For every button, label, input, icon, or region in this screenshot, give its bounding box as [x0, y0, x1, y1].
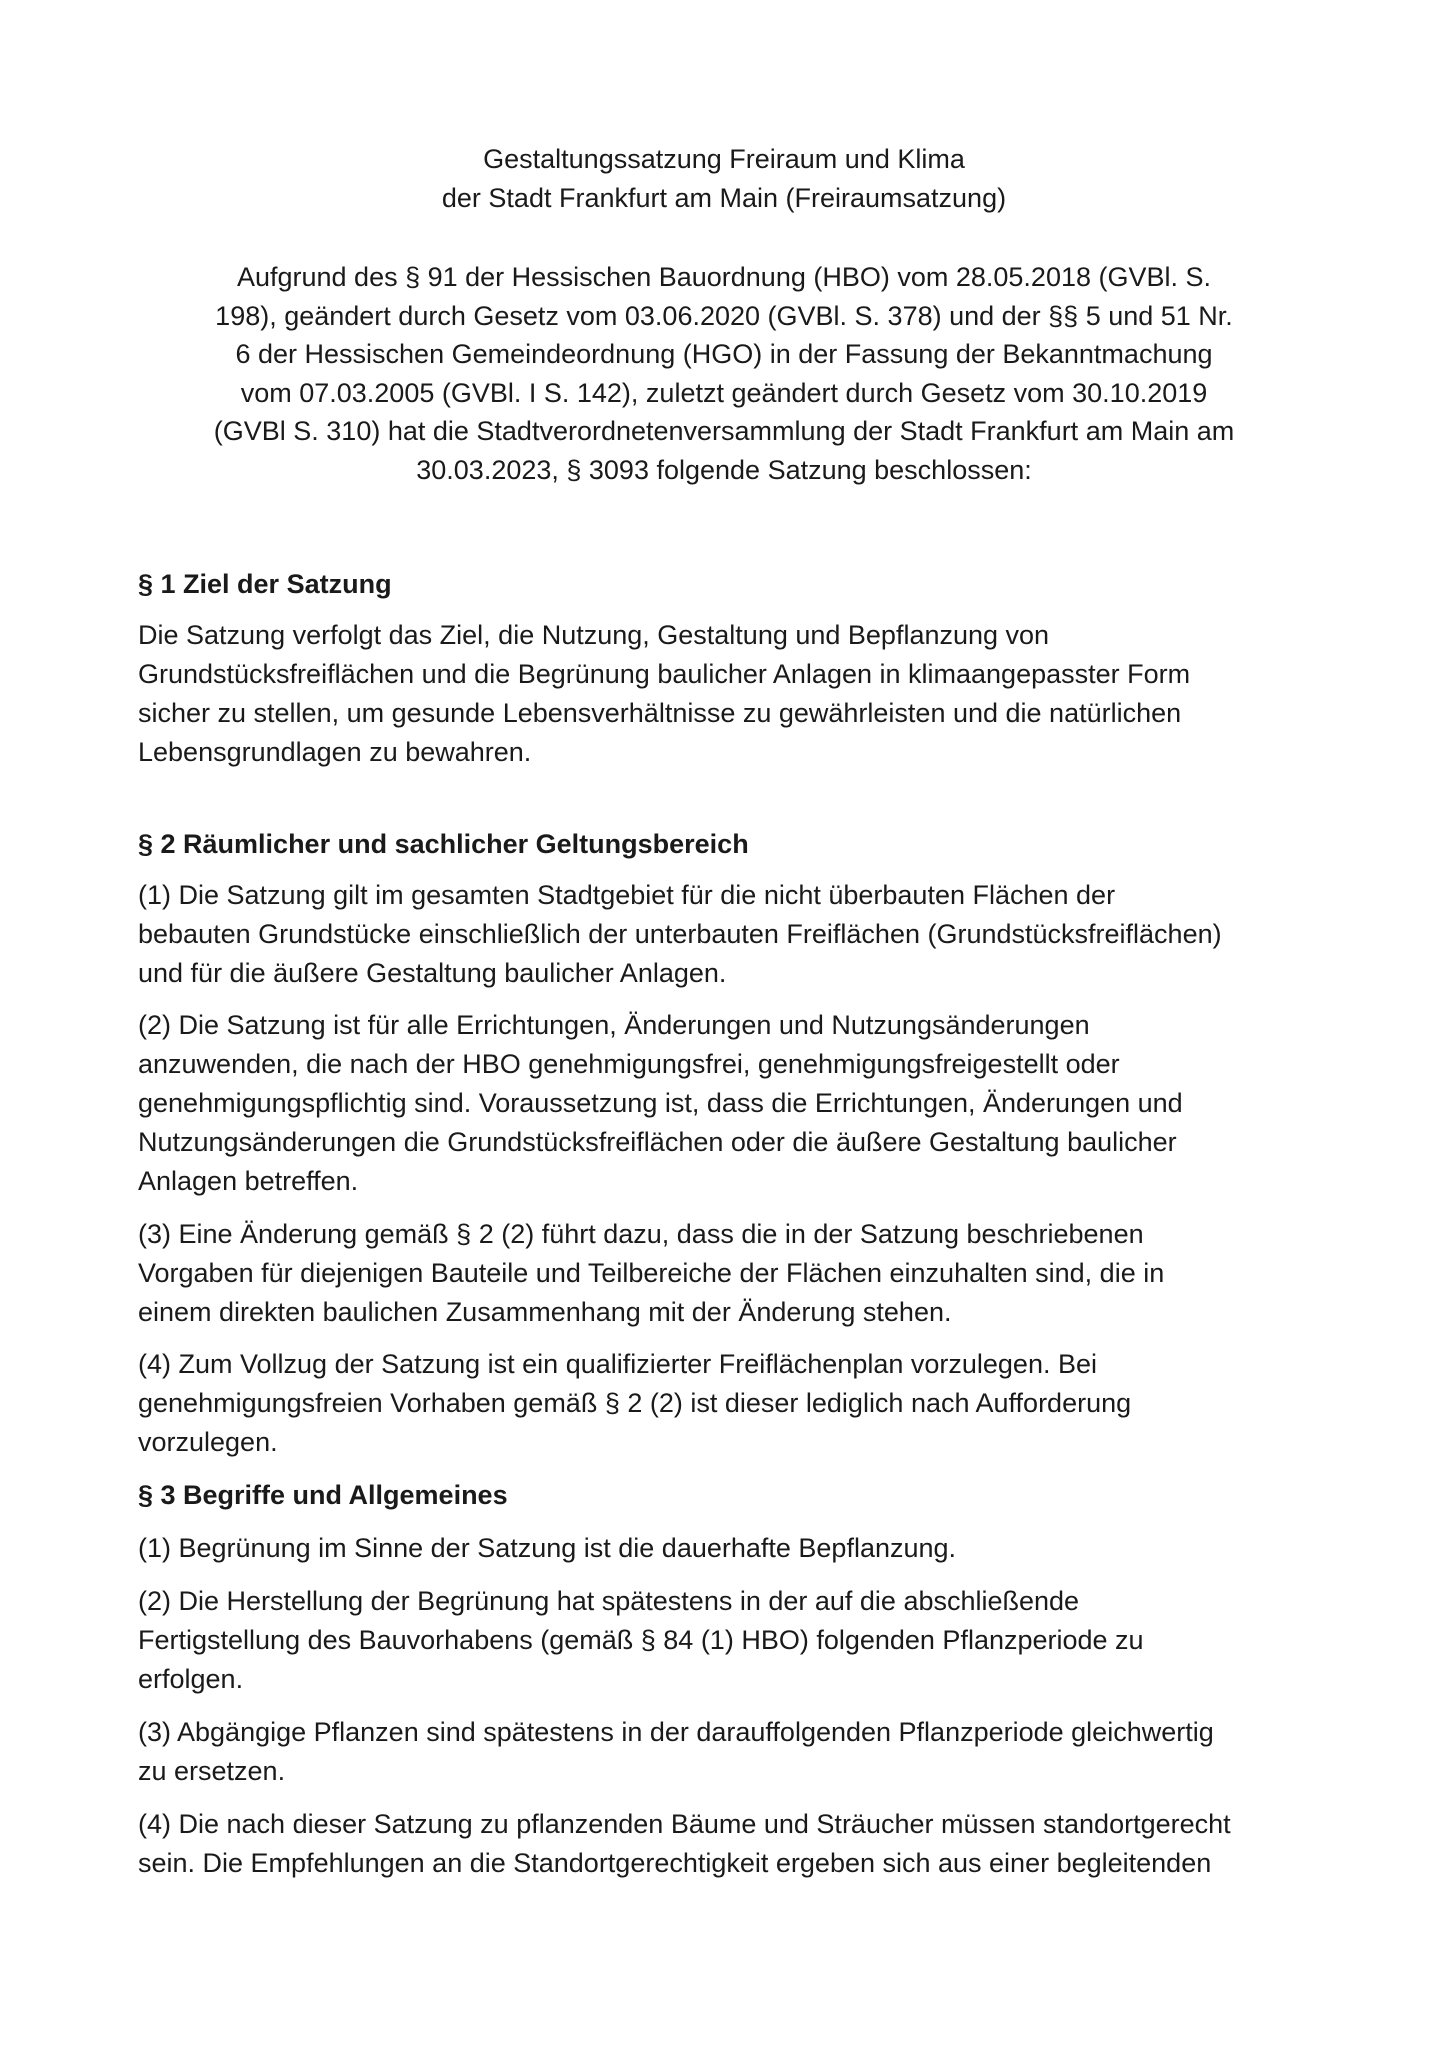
text-line: Lebensgrundlagen zu bewahren.	[138, 737, 532, 767]
text-line: Anlagen betreffen.	[138, 1166, 359, 1196]
text-line: genehmigungsfreien Vorhaben gemäß § 2 (2) ist dieser lediglich nach Aufforderung	[138, 1388, 1132, 1418]
text-line: (3) Abgängige Pflanzen sind spätestens in der darauffolgenden Pflanzperiode gleichwertig	[138, 1717, 1214, 1747]
text-line: (1) Begrünung im Sinne der Satzung ist die dauerhafte Bepflanzung.	[138, 1533, 957, 1563]
section-3-heading: § 3 Begriffe und Allgemeines	[138, 1480, 508, 1510]
text-line: (3) Eine Änderung gemäß § 2 (2) führt dazu, dass die in der Satzung beschriebenen	[138, 1219, 1144, 1249]
text-line: sein. Die Empfehlungen an die Standortgerechtigkeit ergeben sich aus einer begleitenden	[138, 1848, 1212, 1878]
text-line: vorzulegen.	[138, 1427, 278, 1457]
text-line: Vorgaben für diejenigen Bauteile und Teilbereiche der Flächen einzuhalten sind, die in	[138, 1258, 1165, 1288]
preamble-line: 198), geändert durch Gesetz vom 03.06.2020 (GVBl. S. 378) und der §§ 5 und 51 Nr.	[215, 300, 1233, 331]
text-line: (4) Zum Vollzug der Satzung ist ein qualifizierter Freiflächenplan vorzulegen. Bei	[138, 1349, 1097, 1379]
section-3-paragraph-4	[138, 1805, 1328, 1883]
preamble-line: vom 07.03.2005 (GVBl. I S. 142), zuletzt geändert durch Gesetz vom 30.10.2019	[240, 377, 1208, 408]
section-2-heading: § 2 Räumlicher und sachlicher Geltungsbereich	[138, 829, 749, 859]
section-1-paragraph	[138, 616, 1328, 772]
section-2-paragraph-4	[138, 1345, 1328, 1462]
text-line: Nutzungsänderungen die Grundstücksfreiflächen oder die äußere Gestaltung baulicher	[138, 1127, 1177, 1157]
document-title	[180, 140, 1268, 218]
text-line: (2) Die Herstellung der Begrünung hat spätestens in der auf die abschließende	[138, 1586, 1080, 1616]
preamble	[170, 258, 1278, 489]
section-2-paragraph-3	[138, 1215, 1328, 1332]
section-1-heading: § 1 Ziel der Satzung	[138, 569, 392, 599]
text-line: anzuwenden, die nach der HBO genehmigungsfrei, genehmigungsfreigestellt oder	[138, 1049, 1120, 1079]
section-3-paragraph-3	[138, 1713, 1328, 1791]
text-line: (4) Die nach dieser Satzung zu pflanzenden Bäume und Sträucher müssen standortgerecht	[138, 1809, 1231, 1839]
text-line: bebauten Grundstücke einschließlich der unterbauten Freiflächen (Grundstücksfreiflächen)	[138, 919, 1222, 949]
text-line: (2) Die Satzung ist für alle Errichtungen, Änderungen und Nutzungsänderungen	[138, 1010, 1090, 1040]
section-3-paragraph-1	[138, 1529, 1328, 1568]
preamble-line: (GVBl S. 310) hat die Stadtverordnetenversammlung der Stadt Frankfurt am Main am	[213, 416, 1235, 446]
text-line: (1) Die Satzung gilt im gesamten Stadtgebiet für die nicht überbauten Flächen der	[138, 880, 1116, 910]
text-line: und für die äußere Gestaltung baulicher Anlagen.	[138, 958, 727, 988]
section-2-paragraph-1	[138, 876, 1328, 993]
preamble-line: Aufgrund des § 91 der Hessischen Bauordnung (HBO) vom 28.05.2018 (GVBl. S.	[236, 262, 1212, 292]
text-line: zu ersetzen.	[138, 1756, 286, 1786]
section-3-paragraph-2	[138, 1582, 1328, 1699]
text-line: Grundstücksfreiflächen und die Begrünung baulicher Anlagen in klimaangepasster Form	[138, 659, 1191, 689]
preamble-line: 30.03.2023, § 3093 folgende Satzung beschlossen:	[416, 454, 1032, 485]
text-line: erfolgen.	[138, 1664, 244, 1694]
text-line: einem direkten baulichen Zusammenhang mit der Änderung stehen.	[138, 1297, 952, 1327]
text-line: genehmigungspflichtig sind. Voraussetzung ist, dass die Errichtungen, Änderungen und	[138, 1088, 1183, 1118]
preamble-line: 6 der Hessischen Gemeindeordnung (HGO) in der Fassung der Bekanntmachung	[235, 339, 1213, 369]
section-2-paragraph-2	[138, 1006, 1328, 1201]
text-line: Die Satzung verfolgt das Ziel, die Nutzung, Gestaltung und Bepflanzung von	[138, 620, 1050, 650]
title-line-1: Gestaltungssatzung Freiraum und Klima	[483, 144, 965, 174]
title-line-2: der Stadt Frankfurt am Main (Freiraumsatzung)	[441, 183, 1007, 213]
text-line: sicher zu stellen, um gesunde Lebensverhältnisse zu gewährleisten und die natürlichen	[138, 698, 1182, 728]
text-line: Fertigstellung des Bauvorhabens (gemäß § 84 (1) HBO) folgenden Pflanzperiode zu	[138, 1625, 1144, 1655]
